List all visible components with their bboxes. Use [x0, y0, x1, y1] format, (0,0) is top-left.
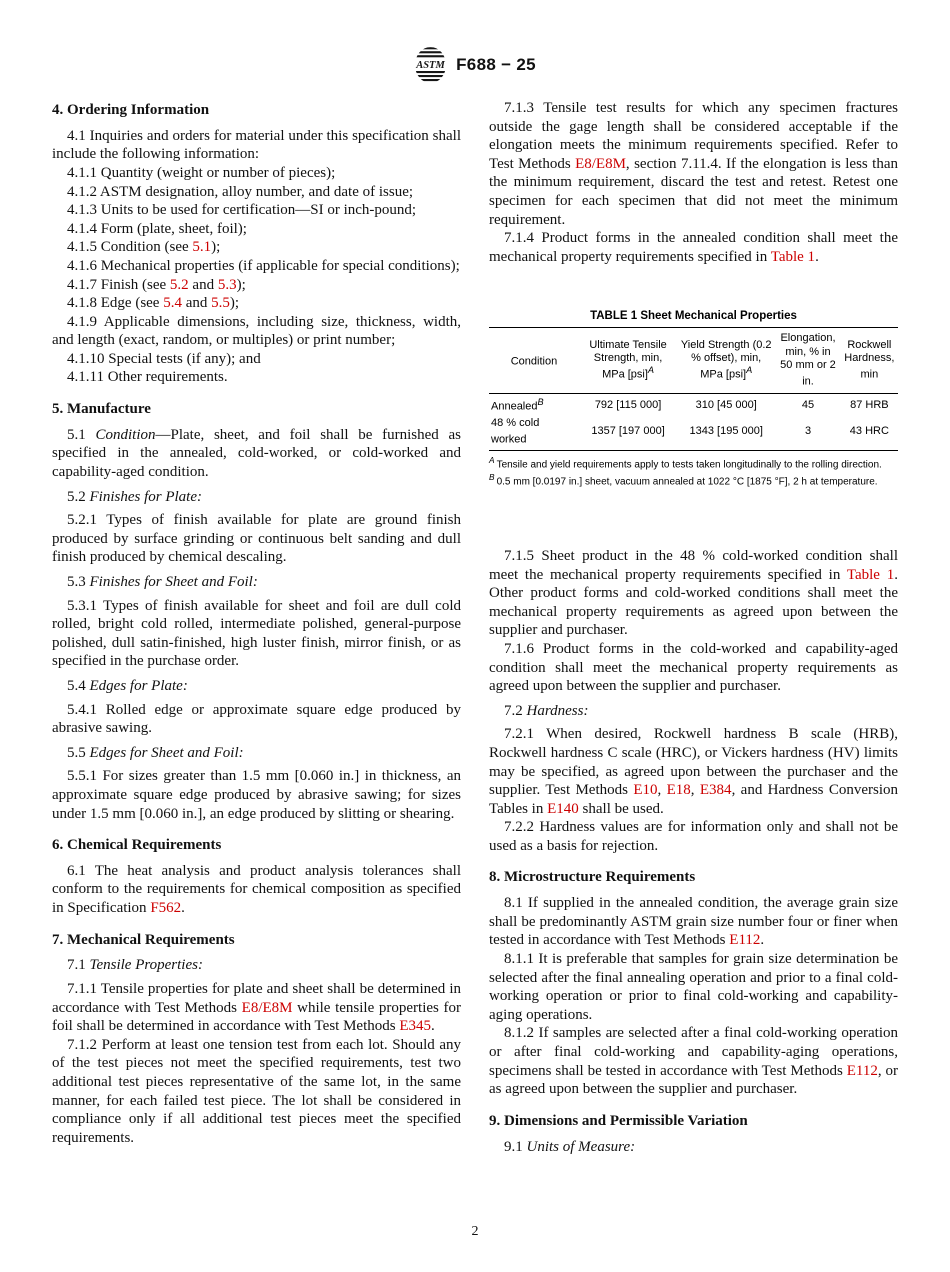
astm-logo-icon — [414, 46, 447, 84]
paragraph — [52, 201, 461, 220]
col-header-ultimate-tensile: Ultimate Tensile Strength, min, MPa [psi]$^A$ — [579, 328, 677, 393]
reference-link[interactable]: E18 — [666, 782, 691, 799]
text-run: 4.1.8 Edge (see — [67, 295, 164, 312]
text-run: 4.1.3 Units to be used for certification—SI or inch-pound; — [67, 202, 417, 219]
reference-link[interactable]: E345 — [399, 1018, 431, 1035]
table-1 — [489, 310, 898, 489]
paragraph — [52, 980, 461, 1036]
paragraph — [52, 744, 461, 763]
paragraph — [52, 127, 461, 164]
paragraph — [489, 702, 898, 721]
reference-link[interactable]: 5.4 — [163, 295, 182, 312]
section-heading: 9. Dimensions and Permissible Variation — [489, 1112, 748, 1129]
cell-condition: Annealed$^B$ — [491, 396, 544, 413]
table-1-title: TABLE 1 Sheet Mechanical Properties — [590, 310, 797, 323]
paragraph — [52, 573, 461, 592]
document-body — [0, 84, 950, 1161]
col-header-elongation: Elongation, min, % in 50 mm or 2 in. — [775, 328, 840, 393]
text-run: . — [760, 932, 765, 949]
reference-link[interactable]: F562 — [150, 900, 182, 917]
text-run: 5.2.1 Types of finish available for plate are ground finish produced by surface grinding or continuous belt sanding and dull finish produced by chemical descaling. — [52, 512, 461, 566]
reference-link[interactable]: 5.5 — [211, 295, 230, 312]
section-heading: 8. Microstructure Requirements — [489, 869, 696, 886]
text-run: ); — [236, 276, 246, 293]
mechanical-properties-table — [489, 327, 898, 451]
paragraph — [52, 257, 461, 276]
text-run: 5.3 — [67, 573, 90, 590]
text-run: . Other product forms and cold-worked conditions shall meet the mechanical property requirements as agreed upon between the supplier and purchaser. — [489, 566, 898, 639]
italic-run: Edges for Sheet and Foil: — [89, 744, 244, 761]
table-footnotes — [489, 455, 898, 489]
paragraph — [52, 183, 461, 202]
paragraph — [489, 950, 898, 1024]
reference-link[interactable]: E112 — [846, 1062, 878, 1079]
paragraph — [52, 677, 461, 696]
reference-link[interactable]: 5.2 — [169, 276, 189, 293]
text-run: 7.1.5 Sheet product in the 48 % cold-worked condition shall meet the mechanical property requirements specified in — [489, 547, 898, 583]
paragraph — [52, 368, 461, 387]
paragraph — [489, 229, 898, 266]
paragraph — [52, 294, 461, 313]
table-footnote-a: $^A$ Tensile and yield requirements apply to tests taken longitudinally to the rolling direction. — [489, 454, 882, 471]
italic-run: Tensile Properties: — [89, 957, 203, 974]
text-run: 5.1 — [67, 426, 96, 443]
paragraph — [489, 547, 898, 640]
cell-uts: 1357 [197 000] — [591, 425, 665, 438]
text-run: 5.2 — [67, 488, 90, 505]
cell-hardness: 87 HRB — [850, 399, 889, 412]
paragraph — [52, 238, 461, 257]
paragraph — [52, 164, 461, 183]
text-run: 7.1 — [67, 957, 90, 974]
paragraph — [52, 956, 461, 975]
right-column — [489, 99, 898, 1161]
text-run: 7.1.1 Tensile properties for plate and sheet shall be determined in accordance with Test Methods — [52, 980, 461, 1016]
text-run: 4.1.2 ASTM designation, alloy number, and date of issue; — [67, 183, 414, 200]
section-heading: 7. Mechanical Requirements — [52, 931, 235, 948]
text-run: 5.4.1 Rolled edge or approximate square edge produced by abrasive sawing. — [52, 701, 461, 737]
text-run: 4.1.11 Other requirements. — [67, 369, 228, 386]
cell-hardness: 43 HRC — [849, 425, 889, 438]
text-run: . — [181, 900, 185, 917]
paragraph — [52, 862, 461, 918]
reference-link[interactable]: Table 1 — [846, 566, 895, 583]
paragraph — [489, 818, 898, 855]
text-run: 8.1.1 It is preferable that samples for grain size determination be selected after the final annealing operation and prior to a final cold-working operation or prior to final cold-working and capability-aging operations. — [489, 951, 898, 1023]
reference-link[interactable]: 5.3 — [217, 276, 237, 293]
text-run: 5.4 — [67, 677, 90, 694]
paragraph — [52, 220, 461, 239]
cell-yield: 310 [45 000] — [695, 399, 757, 412]
text-run: ); — [229, 295, 240, 312]
text-run: 4.1.4 Form (plate, sheet, foil); — [67, 220, 247, 237]
paragraph — [52, 488, 461, 507]
cell-condition: 48 % cold worked — [491, 416, 540, 446]
text-run: 7.1.3 Tensile test results for which any specimen fractures outside the gage length shall be considered acceptable if the elongation meets the minimum requirements specified. Refer to Test Methods — [489, 100, 898, 172]
page-number: 2 — [471, 1224, 479, 1239]
text-run: 4.1.7 Finish (see — [67, 276, 170, 293]
paragraph — [489, 640, 898, 696]
text-run: 4.1.6 Mechanical properties (if applicable for special conditions); — [67, 257, 460, 274]
paragraph — [489, 725, 898, 818]
astm-logo-text: ASTM — [416, 59, 445, 71]
text-run: , or as agreed upon between the supplier and purchaser. — [489, 1062, 898, 1098]
paragraph — [52, 767, 461, 823]
text-run: 5.3.1 Types of finish available for sheet and foil are dull cold rolled, bright cold rolled, intermediate polished, general-purpose polished, dull satin-finished, high luster finish, mirror finish, or as specified in the purchase order. — [52, 597, 461, 670]
text-run: , section 7.11.4. If the elongation is less than the minimum requirement, discard the test and retest. Retest one specimen for each specimen that did not meet the minimum requirement. — [489, 155, 898, 228]
cell-elongation: 45 — [801, 399, 815, 412]
section-heading: 4. Ordering Information — [52, 102, 210, 118]
col-header-condition: Condition — [489, 328, 579, 393]
left-column — [52, 99, 461, 1161]
text-run: —Plate, sheet, and foil shall be furnished as specified in the annealed, cold-worked, or cold-worked and capability-aged condition. — [52, 426, 462, 480]
section-heading: 5. Manufacture — [52, 401, 151, 418]
text-run: 8.1.2 If samples are selected after a final cold-working operation or after final cold-working and capability-aging operations, specimens shall be tested in accordance with Test Methods — [489, 1025, 898, 1079]
page-header — [0, 0, 950, 84]
col-header-yield-strength: Yield Strength (0.2 % offset), min, MPa [psi]$^A$ — [677, 328, 775, 393]
paragraph — [489, 1024, 898, 1098]
text-run: . — [431, 1018, 435, 1035]
text-run: , — [690, 782, 700, 799]
text-run: while tensile properties for foil shall be determined in accordance with Test Methods — [52, 999, 461, 1035]
reference-link[interactable]: E10 — [633, 782, 658, 799]
italic-run: Edges for Plate: — [89, 677, 188, 694]
table-header-row — [489, 328, 898, 393]
reference-link[interactable]: E384 — [699, 782, 732, 799]
italic-run: Condition — [95, 426, 156, 443]
paragraph — [489, 99, 898, 229]
text-run: ); — [211, 239, 221, 256]
text-run: 4.1 Inquiries and orders for material under this specification shall include the following information: — [52, 127, 461, 163]
italic-run: Units of Measure: — [526, 1138, 636, 1155]
text-run: 7.2 — [504, 702, 527, 719]
cell-uts: 792 [115 000] — [594, 399, 662, 412]
text-run: and — [188, 276, 218, 293]
reference-link[interactable]: 5.1 — [192, 239, 212, 256]
text-run: 5.5 — [67, 744, 90, 761]
paragraph — [52, 701, 461, 738]
table-footnote-b: $^B$ 0.5 mm [0.0197 in.] sheet, vacuum annealed at 1022 °C [1875 °F], 2 h at temperature. — [489, 472, 878, 488]
reference-link[interactable]: E8/E8M — [241, 999, 293, 1016]
italic-run: Finishes for Sheet and Foil: — [89, 573, 258, 590]
text-run: 6.1 The heat analysis and product analysis tolerances shall conform to the requirements for chemical composition as specified in Specification — [52, 862, 461, 917]
reference-link[interactable]: E140 — [547, 800, 579, 817]
reference-link[interactable]: E8/E8M — [575, 155, 626, 172]
text-run: 7.1.6 Product forms in the cold-worked and capability-aged condition shall meet the mechanical property requirements as agreed upon between the supplier and purchaser. — [489, 640, 898, 695]
reference-link[interactable]: E112 — [729, 932, 761, 949]
text-run: 4.1.9 Applicable dimensions, including size, thickness, width, and length (exact, random, or multiples) or print number; — [52, 313, 461, 349]
text-run: 4.1.10 Special tests (if any); and — [67, 350, 261, 367]
cell-yield: 1343 [195 000] — [689, 425, 763, 438]
italic-run: Finishes for Plate: — [89, 488, 202, 505]
text-run: 8.1 If supplied in the annealed condition, the average grain size shall be predominantly ASTM grain size number four or finer when tested in accordance with Test Methods — [489, 895, 898, 949]
paragraph — [489, 894, 898, 950]
text-run: 7.2.1 When desired, Rockwell hardness B scale (HRB), Rockwell hardness C scale (HRC), or Vickers hardness (HV) limits may be specified, as agreed upon between the purchaser and the supplier. Test Methods — [489, 726, 898, 799]
text-run: 7.1.4 Product forms in the annealed condition shall meet the mechanical property requirements specified in — [489, 230, 898, 265]
paragraph — [52, 426, 461, 482]
text-run: and — [181, 295, 212, 312]
text-run: 4.1.5 Condition (see — [67, 239, 193, 256]
paragraph — [52, 350, 461, 369]
text-run: 5.5.1 For sizes greater than 1.5 mm [0.060 in.] in thickness, an approximate square edge produced by abrasive sawing; for sizes under 1.5 mm [0.060 in.], an edge produced by slitting or shearing. — [52, 768, 461, 822]
reference-link[interactable]: Table 1 — [770, 248, 816, 265]
paragraph — [489, 1138, 898, 1157]
italic-run: Hardness: — [526, 702, 589, 719]
paragraph — [52, 597, 461, 671]
text-run: , — [657, 782, 667, 799]
text-run: 4.1.1 Quantity (weight or number of pieces); — [67, 164, 336, 181]
table-row-cold-worked — [489, 415, 898, 451]
text-run: . — [815, 248, 819, 265]
page-footer — [0, 1224, 950, 1240]
paragraph — [52, 511, 461, 567]
text-run: 7.2.2 Hardness values are for information only and shall not be used as a basis for rejection. — [489, 819, 898, 854]
table-row-annealed — [489, 393, 898, 414]
paragraph — [52, 276, 461, 295]
cell-elongation: 3 — [804, 425, 812, 438]
text-run: shall be used. — [578, 800, 664, 817]
text-run: 7.1.2 Perform at least one tension test from each lot. Should any of the test pieces not meet the specified requirements, test two additional test pieces representative of the same lot, in the same manner, for each failed test piece. The lot shall be considered in compliance only if all additional test pieces meet the specified requirements. — [52, 1036, 461, 1146]
text-run: 9.1 — [504, 1138, 527, 1155]
col-header-rockwell: Rockwell Hardness, min — [841, 328, 898, 393]
section-heading: 6. Chemical Requirements — [52, 837, 222, 854]
document-number: F688 − 25 — [456, 55, 536, 74]
text-run: , and Hardness Conversion Tables in — [489, 782, 899, 817]
paragraph — [52, 1036, 461, 1148]
paragraph — [52, 313, 461, 350]
